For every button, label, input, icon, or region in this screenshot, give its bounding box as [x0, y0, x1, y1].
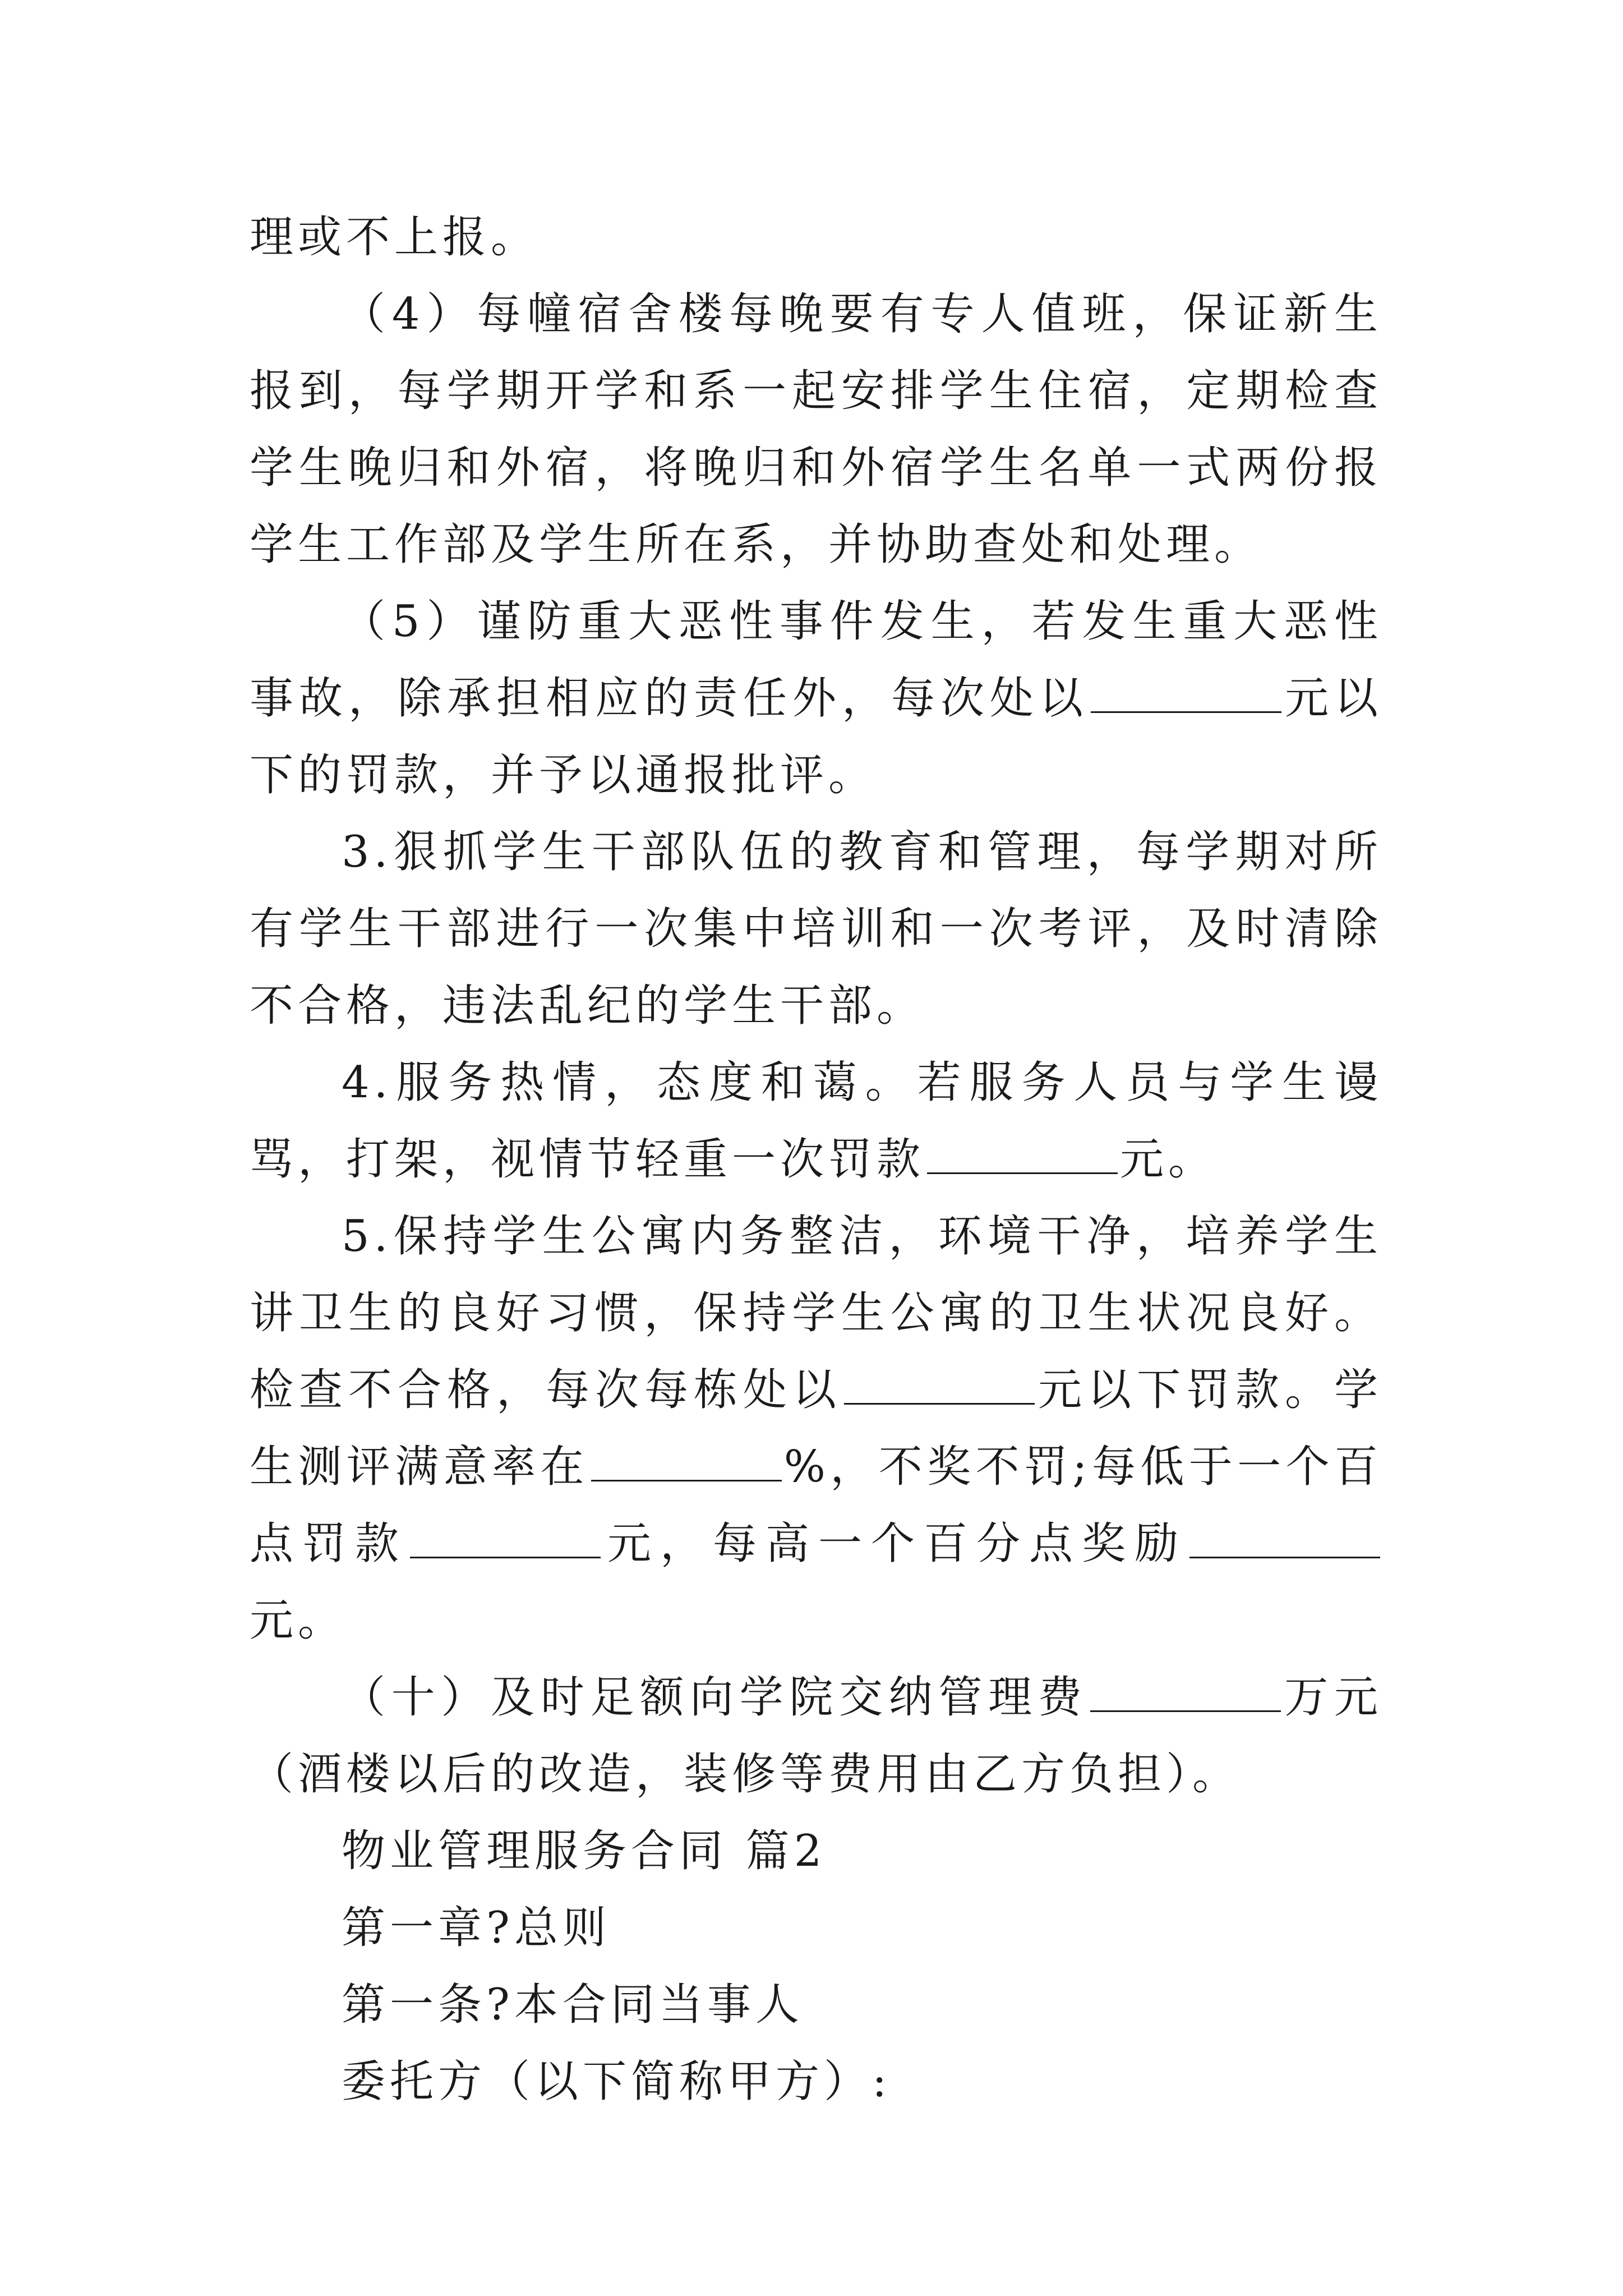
paragraph-item-5	[250, 583, 1382, 814]
paragraph-text: %，不奖不罚;每低于一个百点罚款	[250, 1442, 1382, 1569]
fill-in-blank	[927, 1138, 1118, 1174]
heading-text: 物业管理服务合同 篇2	[342, 1826, 827, 1876]
party-a-label	[250, 2044, 1382, 2120]
heading-text: 第一章?总则	[342, 1903, 611, 1953]
fill-in-blank	[1189, 1522, 1380, 1558]
paragraph-text: （5）谨防重大恶性事件发生，若发生重大恶性事故，除承担相应的责任外，每次处以	[250, 596, 1382, 724]
paragraph-text: 3.狠抓学生干部队伍的教育和管理，每学期对所有学生干部进行一次集中培训和一次考评，及时清除不合格，违法乱纪的学生干部。	[250, 827, 1382, 1031]
paragraph-text: 万元（酒楼以后的改造，装修等费用由乙方负担）。	[250, 1672, 1382, 1800]
paragraph-text: 元以下罚款。学生测评满意率在	[250, 1365, 1382, 1492]
document-body	[250, 199, 1382, 2120]
paragraph-3	[250, 814, 1382, 1045]
paragraph-10	[250, 1659, 1382, 1813]
chapter-heading	[250, 1890, 1382, 1967]
paragraph-text: 4.服务热情，态度和蔼。若服务人员与学生谩骂，打架，视情节轻重一次罚款	[250, 1057, 1382, 1185]
paragraph-text: 5.保持学生公寓内务整洁，环境干净，培养学生讲卫生的良好习惯，保持学生公寓的卫生状况良好。检查不合格，每次每栋处以	[250, 1211, 1382, 1415]
paragraph-5	[250, 1198, 1382, 1659]
paragraph-text: 理或不上报。	[250, 212, 540, 263]
paragraph-text: （4）每幢宿舍楼每晚要有专人值班，保证新生报到，每学期开学和系一起安排学生住宿，定期检查学生晚归和外宿，将晚归和外宿学生名单一式两份报学生工作部及学生所在系，并协助查处和处理。	[250, 289, 1382, 570]
paragraph-continuation	[250, 199, 1382, 276]
fill-in-blank	[844, 1368, 1035, 1405]
paragraph-4	[250, 1045, 1382, 1198]
article-heading	[250, 1967, 1382, 2044]
fill-in-blank	[1091, 677, 1281, 713]
paragraph-text: 元，每高一个百分点奖励	[603, 1519, 1187, 1569]
paragraph-text: （十）及时足额向学院交纳管理费	[342, 1672, 1088, 1723]
contract-title	[250, 1813, 1382, 1890]
paragraph-item-4	[250, 276, 1382, 583]
heading-text: 第一条?本合同当事人	[342, 1980, 804, 2030]
fill-in-blank	[1090, 1676, 1281, 1712]
paragraph-text: 元。	[250, 1595, 347, 1646]
fill-in-blank	[591, 1445, 782, 1481]
paragraph-text: 元。	[1120, 1134, 1217, 1185]
heading-text: 委托方（以下简称甲方）:	[342, 2056, 892, 2107]
fill-in-blank	[410, 1522, 601, 1558]
paragraph-text: 元以下的罚款，并予以通报批评。	[250, 673, 1382, 800]
